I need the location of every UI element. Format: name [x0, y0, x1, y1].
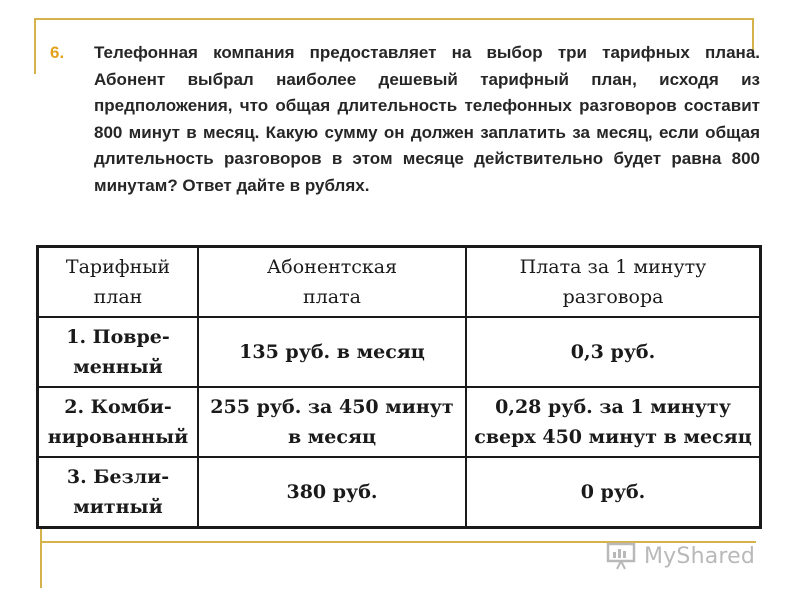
- table-header-row: [38, 247, 761, 318]
- cell-fee: [198, 317, 466, 387]
- problem-text: Телефонная компания предоставляет на выбор три тарифных плана. Абонент выбрал наиболее дешевый тарифный план, исходя из предположения, что общая длительность телефонных разговоров составит 800 минут в месяц. Какую сумму он должен заплатить за месяц, если общая длительность разговоров в этом месяце действительно будет равна 800 минутам? Ответ дайте в рублях.: [94, 43, 760, 195]
- header-plan-line-1: Тарифный: [65, 256, 171, 278]
- cell-line: нированный: [47, 426, 189, 448]
- problem-block: [50, 40, 760, 199]
- header-plan: [38, 247, 199, 318]
- cell-line: 0 руб.: [580, 481, 646, 503]
- cell-minute-price: [466, 457, 761, 528]
- cell-line: 0,3 руб.: [570, 341, 656, 363]
- header-subscription-fee: [198, 247, 466, 318]
- cell-plan: [38, 317, 199, 387]
- header-minute-line-1: Плата за 1 минуту: [519, 256, 707, 278]
- cell-line: сверх 450 минут в месяц: [474, 426, 752, 448]
- table-row: [38, 457, 761, 528]
- top-decorative-rule: [34, 18, 754, 20]
- cell-minute-price: [466, 387, 761, 457]
- cell-line: менный: [73, 356, 163, 378]
- cell-fee: [198, 457, 466, 528]
- header-per-minute: [466, 247, 761, 318]
- cell-plan: [38, 387, 199, 457]
- cell-line: 1. Повре-: [66, 326, 170, 348]
- watermark-text: MyShared: [644, 543, 756, 569]
- cell-line: 135 руб. в месяц: [239, 341, 425, 363]
- cell-line: 380 руб.: [286, 481, 378, 503]
- header-plan-line-2: план: [93, 286, 143, 308]
- cell-line: 2. Комби-: [64, 396, 172, 418]
- cell-line: митный: [73, 496, 163, 518]
- table-row: [38, 387, 761, 457]
- table-row: [38, 317, 761, 387]
- problem-number: 6.: [50, 43, 65, 62]
- presentation-board-icon: [606, 541, 640, 571]
- cell-plan: [38, 457, 199, 528]
- cell-line: 3. Безли-: [66, 466, 170, 488]
- header-fee-line-1: Абонентская: [266, 256, 398, 278]
- tariff-table: [36, 245, 762, 529]
- header-minute-line-2: разговора: [562, 286, 664, 308]
- cell-line: в месяц: [287, 426, 377, 448]
- watermark-logo: [606, 540, 755, 572]
- cell-line: 255 руб. за 450 минут: [210, 396, 454, 418]
- header-fee-line-2: плата: [303, 286, 361, 308]
- cell-minute-price: [466, 317, 761, 387]
- cell-fee: [198, 387, 466, 457]
- cell-line: 0,28 руб. за 1 минуту: [495, 396, 731, 418]
- bottom-left-decorative-bar: [40, 528, 42, 588]
- top-left-decorative-bar: [34, 18, 36, 74]
